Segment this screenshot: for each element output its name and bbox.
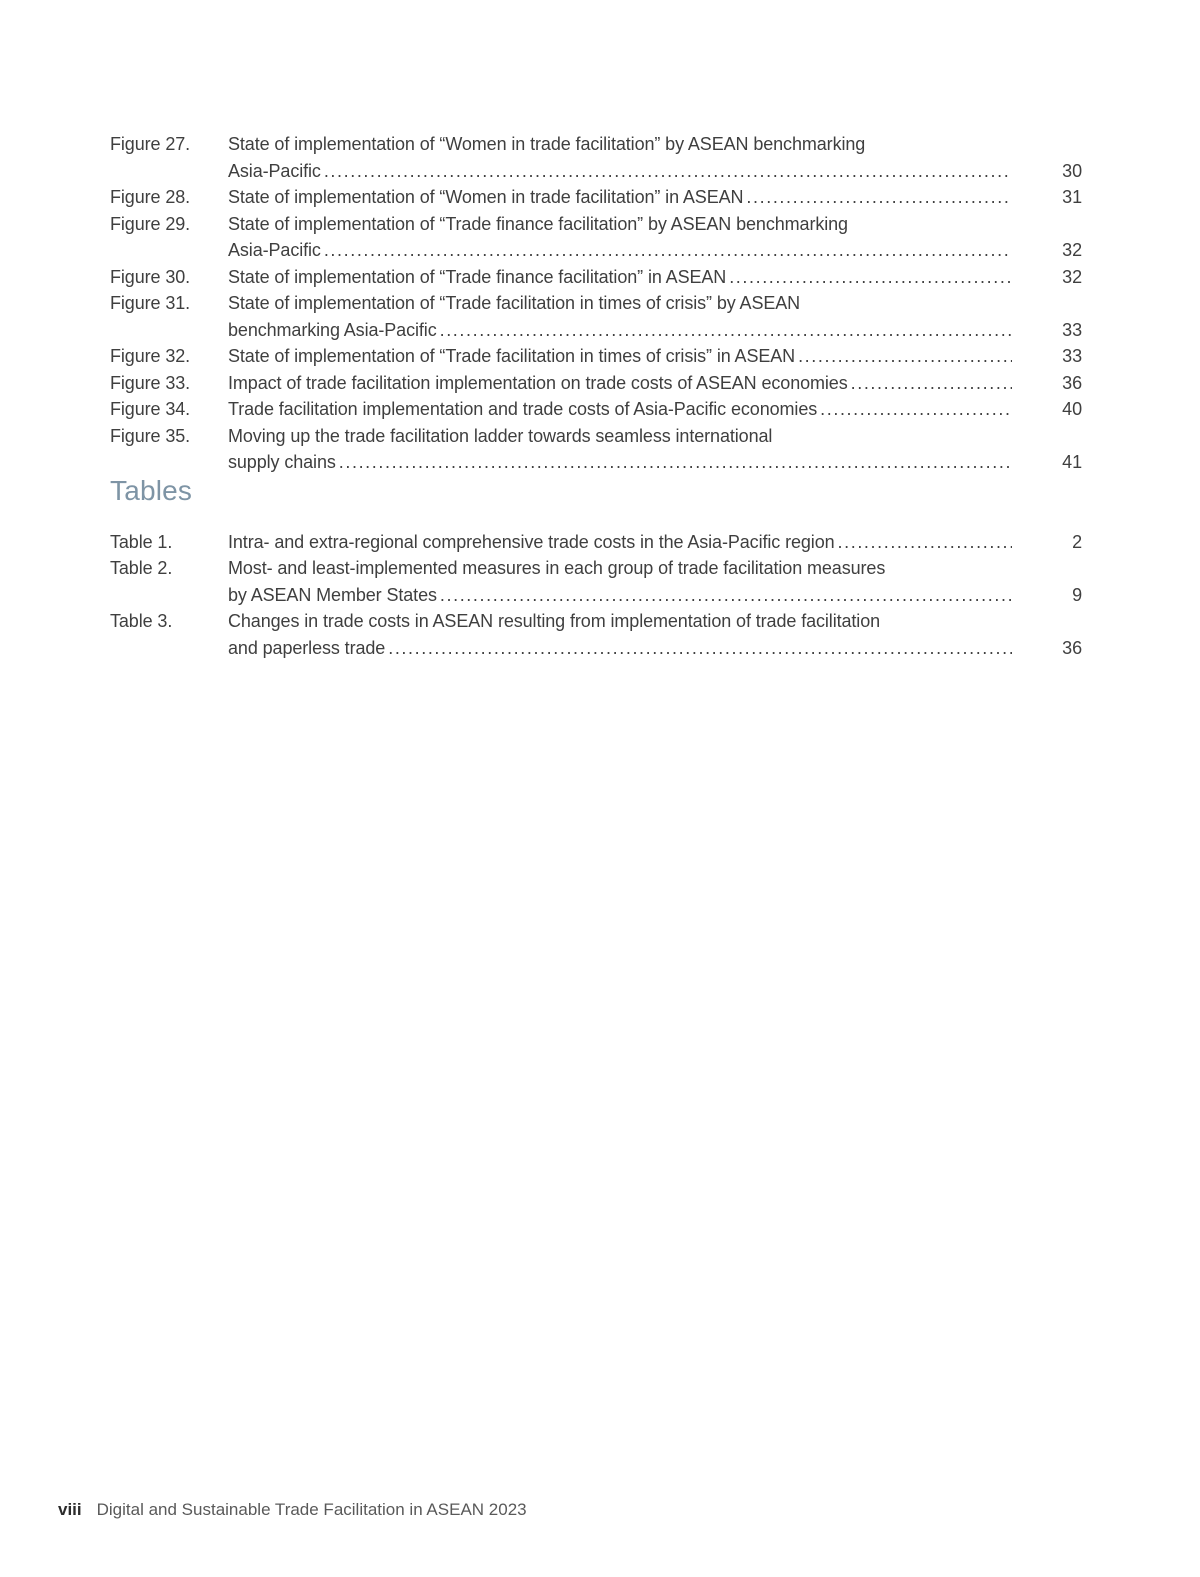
entry-title: State of implementation of “Women in trade facilitation” in ASEAN [228, 187, 744, 207]
entry-title: Most- and least-implemented measures in each group of trade facilitation measures [228, 558, 886, 578]
entry-line [228, 131, 1082, 158]
entry-page: 2 [1072, 531, 1082, 552]
entry-label: Figure 31. [110, 293, 191, 313]
entry-page: 36 [1062, 372, 1082, 393]
toc-entry [110, 608, 1082, 661]
entry-page: 30 [1062, 160, 1082, 181]
entry-body [228, 184, 1082, 211]
entry-body [228, 343, 1082, 370]
toc-entry [110, 131, 1082, 184]
entry-page: 31 [1062, 187, 1082, 207]
dot-leader [746, 184, 1012, 211]
dot-leader [324, 237, 1012, 264]
toc-entry [110, 423, 1082, 476]
entry-body [228, 370, 1082, 397]
dot-leader [440, 317, 1012, 344]
entry-body [228, 264, 1082, 291]
entry-page: 33 [1062, 319, 1082, 340]
entry-title: Impact of trade facilitation implementation on trade costs of ASEAN economies [228, 372, 848, 393]
entry-title: State of implementation of “Trade facilitation in times of crisis” by ASEAN [228, 293, 801, 313]
entry-title: Changes in trade costs in ASEAN resulting from implementation of trade facilitation [228, 611, 881, 631]
tables-section-heading: Tables [110, 474, 193, 506]
footer-report-title: Digital and Sustainable Trade Facilitation in ASEAN 2023 [96, 1500, 527, 1519]
entry-page: 40 [1062, 399, 1082, 419]
entry-label: Figure 28. [110, 187, 191, 207]
dot-leader [324, 158, 1012, 185]
entry-line [228, 317, 1082, 344]
entry-line [228, 343, 1082, 370]
entry-line [228, 158, 1082, 185]
footer-page-number: viii [58, 1500, 82, 1519]
entry-body [228, 131, 1082, 184]
entry-body [228, 423, 1082, 476]
entry-title: Intra- and extra-regional comprehensive trade costs in the Asia-Pacific region [228, 531, 835, 552]
toc-entry [110, 370, 1082, 397]
entry-line [228, 396, 1082, 423]
entry-label: Table 2. [110, 558, 173, 578]
figures-list [110, 131, 1082, 476]
dot-leader [851, 370, 1012, 397]
entry-body [228, 396, 1082, 423]
toc-entry [110, 290, 1082, 343]
toc-entry [110, 555, 1082, 608]
entry-line [228, 264, 1082, 291]
dot-leader [440, 582, 1012, 609]
dot-leader [820, 396, 1012, 423]
entry-title: supply chains [228, 452, 336, 472]
entry-title: State of implementation of “Women in trade facilitation” by ASEAN benchmarking [228, 134, 866, 154]
entry-page: 36 [1062, 637, 1082, 658]
entry-label: Figure 35. [110, 425, 191, 446]
dot-leader [339, 449, 1012, 476]
entry-title: Trade facilitation implementation and trade costs of Asia-Pacific economies [228, 399, 818, 419]
dot-leader [798, 343, 1012, 370]
entry-line [228, 184, 1082, 211]
entry-title: Moving up the trade facilitation ladder towards seamless international [228, 425, 773, 446]
entry-label: Figure 33. [110, 372, 191, 393]
entry-line [228, 555, 1082, 582]
tables-list [110, 529, 1082, 662]
dot-leader [729, 264, 1012, 291]
entry-line [228, 423, 1082, 450]
entry-line [228, 529, 1082, 556]
entry-label: Figure 29. [110, 213, 191, 234]
entry-line [228, 290, 1082, 317]
entry-line [228, 370, 1082, 397]
entry-page: 33 [1062, 346, 1082, 366]
entry-label: Table 1. [110, 531, 173, 552]
entry-body [228, 608, 1082, 661]
toc-entry [110, 343, 1082, 370]
entry-title: by ASEAN Member States [228, 584, 437, 605]
entry-title: Asia-Pacific [228, 240, 321, 260]
entry-body [228, 211, 1082, 264]
entry-title: State of implementation of “Trade finance facilitation” by ASEAN benchmarking [228, 213, 848, 234]
entry-page: 9 [1072, 584, 1082, 605]
entry-body [228, 529, 1082, 556]
dot-leader [388, 635, 1012, 662]
entry-page: 32 [1062, 266, 1082, 287]
entry-title: benchmarking Asia-Pacific [228, 319, 437, 340]
entry-title: State of implementation of “Trade facilitation in times of crisis” in ASEAN [228, 346, 796, 366]
entry-title: and paperless trade [228, 637, 386, 658]
page-footer [58, 1499, 527, 1521]
entry-line [228, 237, 1082, 264]
entry-page: 41 [1062, 452, 1082, 472]
entry-label: Table 3. [110, 611, 173, 631]
entry-title: State of implementation of “Trade finance facilitation” in ASEAN [228, 266, 727, 287]
toc-content [110, 131, 1082, 661]
entry-line [228, 635, 1082, 662]
entry-label: Figure 30. [110, 266, 191, 287]
entry-label: Figure 34. [110, 399, 191, 419]
toc-entry [110, 529, 1082, 556]
toc-entry [110, 264, 1082, 291]
entry-page: 32 [1062, 240, 1082, 260]
toc-entry [110, 211, 1082, 264]
toc-entry [110, 396, 1082, 423]
entry-body [228, 555, 1082, 608]
entry-label: Figure 27. [110, 134, 191, 154]
toc-entry [110, 184, 1082, 211]
entry-line [228, 449, 1082, 476]
entry-line [228, 608, 1082, 635]
entry-body [228, 290, 1082, 343]
entry-line [228, 211, 1082, 238]
entry-label: Figure 32. [110, 346, 191, 366]
dot-leader [838, 529, 1012, 556]
entry-line [228, 582, 1082, 609]
entry-title: Asia-Pacific [228, 160, 321, 181]
